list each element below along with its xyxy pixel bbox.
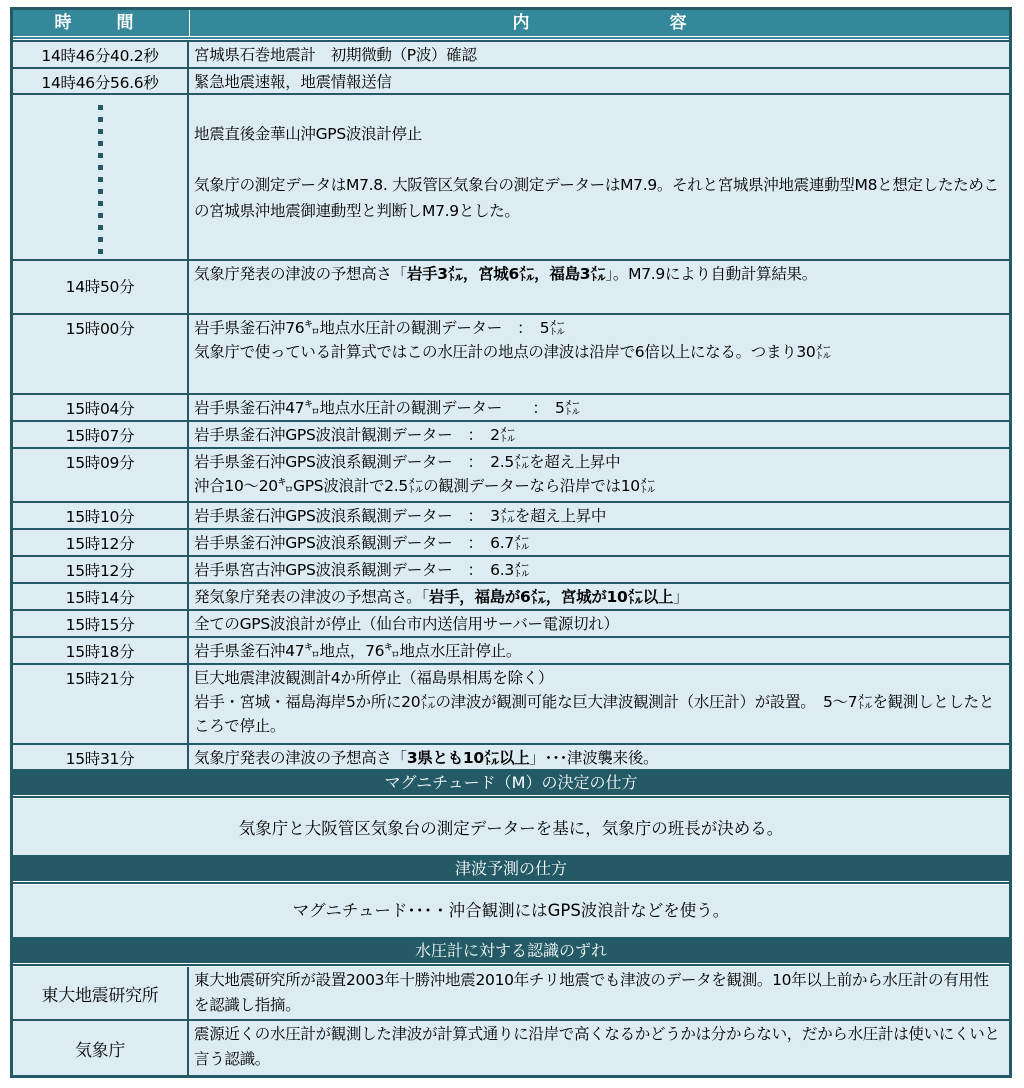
time-cell: 15時00分 [13, 315, 189, 393]
table-header [13, 10, 1009, 40]
content-cell: 岩手県釜石沖GPS波浪計観測データー ： 2㍍ [194, 426, 515, 444]
section-header-tsunami-prediction: 津波予測の仕方 [13, 855, 1009, 885]
time-cell: 15時10分 [13, 503, 189, 528]
header-time: 時 間 [13, 10, 190, 36]
content-cell: 全てのGPS波浪計が停止（仙台市内送信用サーバー電源切れ） [194, 615, 619, 633]
table-row [13, 393, 1009, 420]
content-cell: 巨大地震津波観測計4か所停止（福島県相馬を除く） 岩手・宮城・福島海岸5か所に20㍍の津波が観測可能な巨大津波観測計（水圧計）が設置。 5～7㍍を観測しとしたところで停止。 [194, 669, 995, 735]
tsunami-timeline-table [10, 7, 1012, 1078]
header-content: 内 容 [512, 13, 687, 33]
time-cell: 15時12分 [13, 557, 189, 582]
table-row [13, 743, 1009, 769]
time-cell: 14時46分40.2秒 [13, 42, 189, 67]
content-cell: 岩手県宮古沖GPS波浪系観測データー ： 6.3㍍ [194, 561, 530, 579]
comparison-row [13, 967, 1009, 1019]
table-row [13, 40, 1009, 67]
table-row [13, 663, 1009, 743]
comparison-text: 震源近くの水圧計が観測した津波が計算式通りに沿岸で高くなるかどうかは分からない，だから水圧計は使いにくいと言う認識。 [194, 1025, 1000, 1068]
time-cell: 14時46分56.6秒 [13, 69, 189, 93]
content-cell: 岩手県釜石沖76㌔地点水圧計の観測データー ： 5㍍ 気象庁で使っている計算式ではこの水圧計の地点の津波は沿岸で6倍以上になる。つまり30㍍ [194, 319, 831, 361]
content-cell: 地震直後金華山沖GPS波浪計停止 気象庁の測定データはM7.8. 大阪管区気象台の測定データーはM7.9。それと宮城県沖地震連動型M8と想定したためこの宮城県沖地震御連動型と判断しM7.9とした。 [194, 125, 999, 220]
section-body-magnitude: 気象庁と大阪管区気象台の測定データーを基に，気象庁の班長が決める。 [238, 819, 784, 838]
vertical-ellipsis-icon [13, 97, 187, 254]
time-cell: 15時04分 [13, 395, 189, 420]
table-row [13, 609, 1009, 636]
time-cell: 15時21分 [13, 665, 189, 743]
time-cell: 15時14分 [13, 584, 189, 609]
comparison-row [13, 1019, 1009, 1075]
section-header-pressure-gauge: 水圧計に対する認識のずれ [13, 937, 1009, 967]
time-cell: 15時12分 [13, 530, 189, 555]
table-row [13, 582, 1009, 609]
table-row [13, 93, 1009, 259]
content-cell: 岩手県釜石沖47㌔地点水圧計の観測データー ： 5㍍ [194, 399, 580, 417]
content-cell: 発気象庁発表の津波の予想高さ。「岩手，福島が6㍍，宮城が10㍍以上」 [194, 588, 689, 606]
content-cell: 岩手県釜石沖GPS波浪系観測データー ： 2.5㍍を超え上昇中 沖合10～20㌔GPS波浪計で2.5㍍の観測データーなら沿岸では10㍍ [194, 453, 656, 495]
table-row [13, 528, 1009, 555]
time-cell: 15時31分 [13, 745, 189, 769]
content-cell: 岩手県釜石沖47㌔地点，76㌔地点水圧計停止。 [194, 642, 522, 660]
section-header-magnitude: マグニチュード（M）の決定の仕方 [13, 769, 1009, 799]
section-body-tsunami-prediction: マグニチュード･･･・沖合観測にはGPS波浪計などを使う。 [292, 901, 730, 920]
time-cell: 15時09分 [13, 449, 189, 501]
content-cell: 気象庁発表の津波の予想高さ「3県とも10㍍以上」･･･津波襲来後。 [194, 749, 659, 767]
table-row [13, 420, 1009, 447]
table-row [13, 636, 1009, 663]
table-row [13, 313, 1009, 393]
time-cell: 14時50分 [13, 261, 189, 313]
time-cell: 15時15分 [13, 611, 189, 636]
content-cell: 気象庁発表の津波の予想高さ「岩手3㍍，宮城6㍍，福島3㍍」。M7.9により自動計算結果。 [194, 265, 817, 283]
table-row [13, 447, 1009, 501]
table-row [13, 555, 1009, 582]
org-cell: 気象庁 [13, 1021, 189, 1075]
org-cell: 東大地震研究所 [13, 967, 189, 1019]
content-cell: 宮城県石巻地震計 初期微動（P波）確認 [194, 46, 477, 64]
time-cell: 15時07分 [13, 422, 189, 447]
content-cell: 岩手県釜石沖GPS波浪系観測データー ： 6.7㍍ [194, 534, 530, 552]
table-row [13, 259, 1009, 313]
content-cell: 緊急地震速報，地震情報送信 [194, 73, 392, 91]
comparison-text: 東大地震研究所が設置2003年十勝沖地震2010年チリ地震でも津波のデータを観測。10年以上前から水圧計の有用性を認識し指摘。 [194, 971, 989, 1014]
table-row [13, 67, 1009, 93]
table-row [13, 501, 1009, 528]
time-cell: 15時18分 [13, 638, 189, 663]
content-cell: 岩手県釜石沖GPS波浪系観測データー ： 3㍍を超え上昇中 [194, 507, 607, 525]
time-cell-ellipsis [13, 95, 189, 259]
